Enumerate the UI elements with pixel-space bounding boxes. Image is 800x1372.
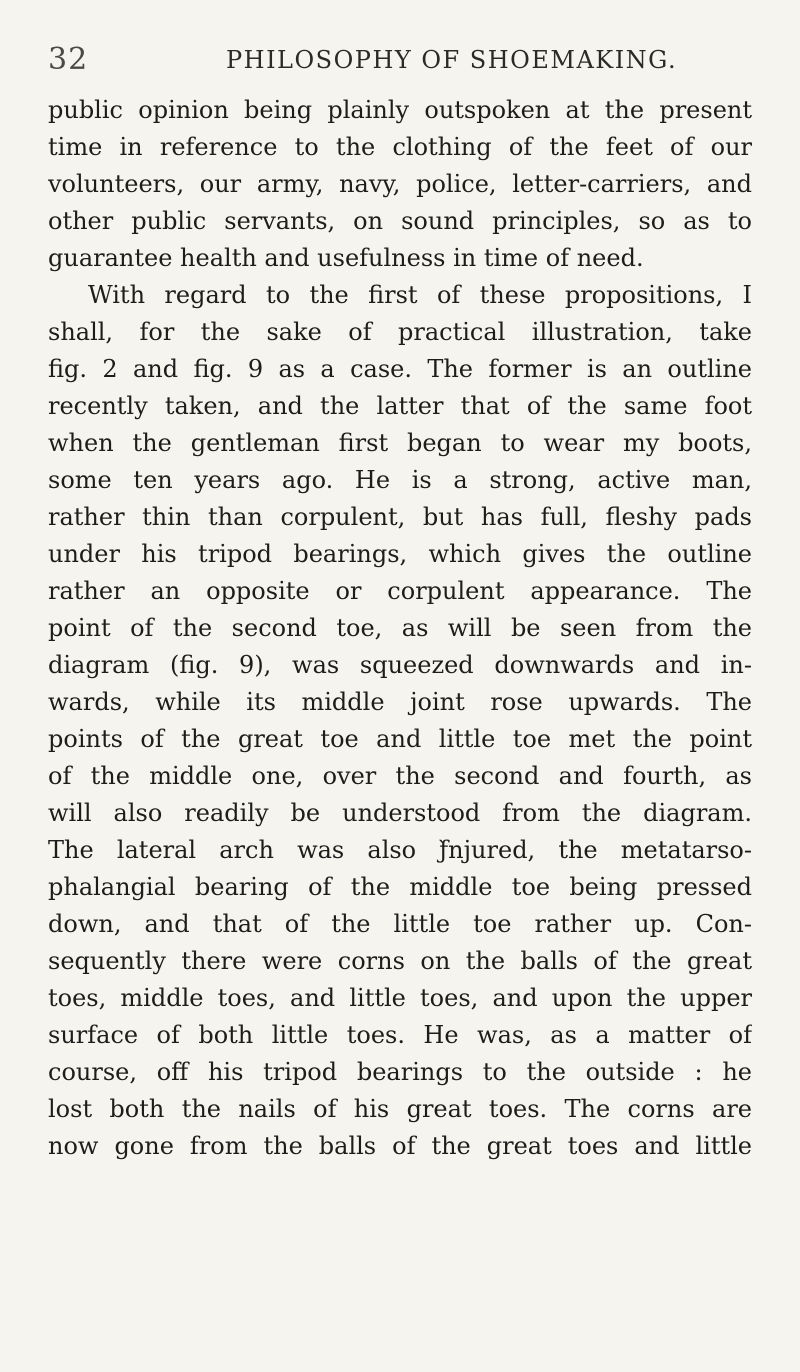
text-line: rather an opposite or corpulent appearance. The: [48, 577, 752, 605]
text-line: wards, while its middle joint rose upwards. The: [48, 688, 752, 716]
text-line: fig. 2 and fig. 9 as a case. The former is an outline: [48, 355, 752, 383]
text-line: under his tripod bearings, which gives the outline: [48, 540, 752, 568]
text-line: recently taken, and the latter that of the same foot: [48, 392, 752, 420]
text-line: lost both the nails of his great toes. The corns are: [48, 1095, 752, 1123]
text-line: shall, for the sake of practical illustration, take: [48, 318, 752, 346]
running-title: PHILOSOPHY OF SHOEMAKING.: [226, 46, 678, 74]
text-line: of the middle one, over the second and fourth, as: [48, 762, 752, 790]
text-line: time in reference to the clothing of the feet of our: [48, 133, 752, 161]
text-line: The lateral arch was also ƒ̀njured, the metatarso-: [48, 836, 752, 864]
text-line: will also readily be understood from the diagram.: [48, 799, 752, 827]
text-line: point of the second toe, as will be seen from the: [48, 614, 752, 642]
text-line: other public servants, on sound principles, so as to: [48, 207, 752, 235]
text-line: some ten years ago. He is a strong, active man,: [48, 466, 752, 494]
text-line: diagram (fig. 9), was squeezed downwards and in-: [48, 651, 752, 679]
running-head: [48, 42, 752, 82]
text-line: phalangial bearing of the middle toe being pressed: [48, 873, 752, 901]
body-text: [48, 92, 752, 1165]
text-line: guarantee health and usefulness in time of need.: [48, 244, 644, 272]
text-line: course, off his tripod bearings to the outside : he: [48, 1058, 752, 1086]
text-line: when the gentleman first began to wear my boots,: [48, 429, 752, 457]
text-line: points of the great toe and little toe met the point: [48, 725, 752, 753]
text-line: volunteers, our army, navy, police, letter-carriers, and: [48, 170, 752, 198]
text-line: public opinion being plainly outspoken at the present: [48, 96, 752, 124]
text-line: down, and that of the little toe rather up. Con-: [48, 910, 752, 938]
text-line: toes, middle toes, and little toes, and upon the upper: [48, 984, 752, 1012]
text-line: rather thin than corpulent, but has full, fleshy pads: [48, 503, 752, 531]
paragraph-start-line: With regard to the first of these propositions, I: [88, 281, 752, 309]
text-line: now gone from the balls of the great toes and little: [48, 1132, 752, 1160]
text-line: sequently there were corns on the balls of the great: [48, 947, 752, 975]
text-line: surface of both little toes. He was, as a matter of: [48, 1021, 752, 1049]
page-number: 32: [48, 42, 89, 77]
